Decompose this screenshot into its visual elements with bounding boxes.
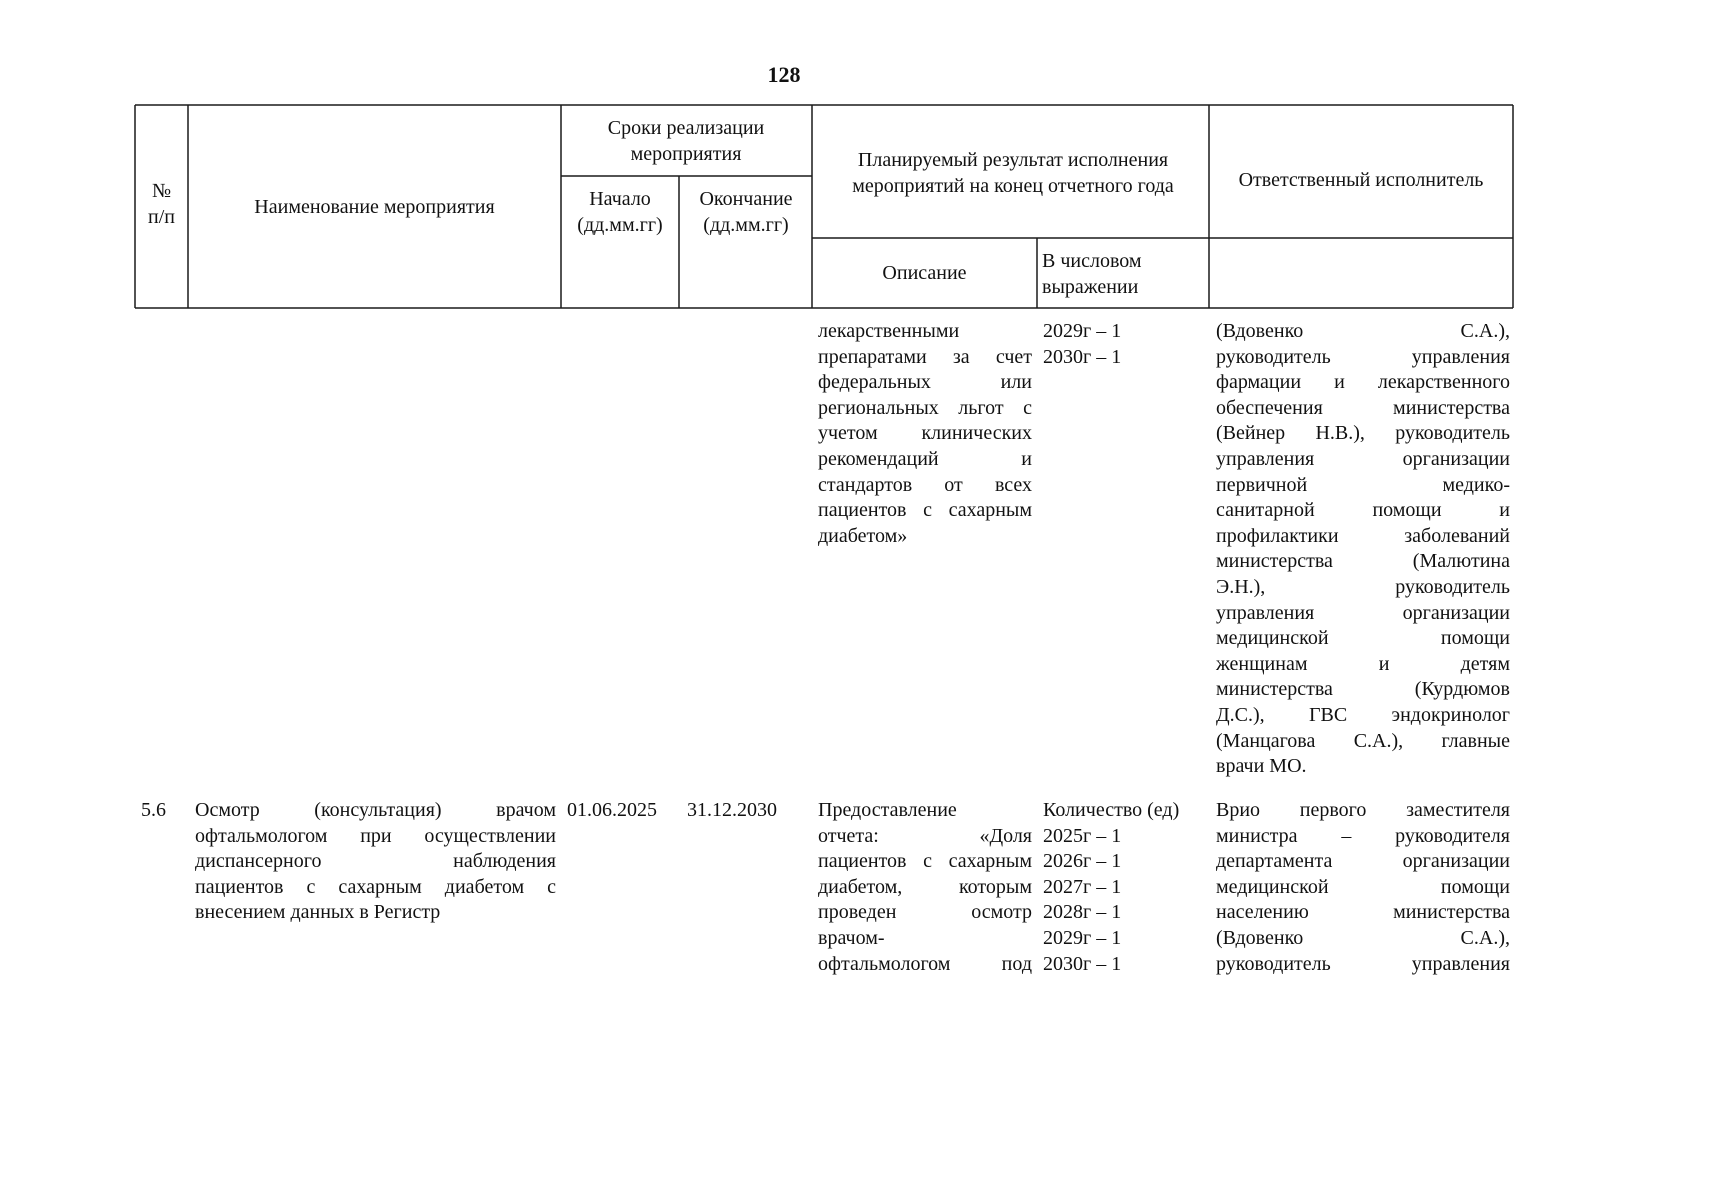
row1-description-line: лекарственными <box>818 320 960 342</box>
row2-description <box>818 798 1032 977</box>
row1-description <box>818 319 1032 549</box>
row1-responsible-line: руководитель управления <box>1216 345 1510 368</box>
row1-responsible <box>1216 319 1510 780</box>
row2-description-line: офтальмологом под <box>818 952 1032 975</box>
row1-responsible-line: врачи МО. <box>1216 755 1307 778</box>
row2-responsible-line: (Вдовенко С.А.), <box>1216 926 1510 949</box>
row2-name-line: диспансерного наблюдения <box>195 850 556 873</box>
row2-name-line: внесением данных в Регистр <box>195 901 441 924</box>
row2-responsible-line: медицинской помощи <box>1216 875 1510 898</box>
row2-responsible-line: населению министерства <box>1216 901 1510 924</box>
header-numeric: В числовом выражении <box>1042 250 1142 298</box>
row1-numeric-line: 2029г – 1 <box>1043 320 1122 342</box>
row1-responsible-line: санитарной помощи и <box>1216 499 1510 522</box>
row2-description-line: Предоставление <box>818 799 957 821</box>
row1-description-line: рекомендаций и <box>818 447 1032 470</box>
row1-responsible-line: обеспечения министерства <box>1216 396 1510 419</box>
row1-description-line: учетом клинических <box>818 422 1032 445</box>
row1-responsible-line: (Вдовенко С.А.), <box>1216 320 1510 342</box>
header-result: Планируемый результат исполнения мероприятий на конец отчетного года <box>852 149 1174 197</box>
row2-numeric-line: 2028г – 1 <box>1043 901 1122 924</box>
row1-responsible-line: (Вейнер Н.В.), руководитель <box>1216 422 1510 445</box>
row2-numeric <box>1043 798 1205 977</box>
row1-description-line: пациентов с сахарным <box>818 499 1032 522</box>
row1-description-line: федеральных или <box>818 371 1032 394</box>
row1-responsible-line: управления организации <box>1216 447 1510 470</box>
header-start: Начало (дд.мм.гг) <box>577 188 663 236</box>
header-number-pp: п/п <box>148 206 175 228</box>
row2-numeric-line: Количество (ед) <box>1043 799 1180 821</box>
row2-numeric-line: 2026г – 1 <box>1043 850 1122 873</box>
row1-responsible-line: Д.С.), ГВС эндокринолог <box>1216 703 1510 726</box>
row1-responsible-line: женщинам и детям <box>1216 652 1510 675</box>
row1-responsible-line: управления организации <box>1216 601 1510 624</box>
row2-name-line: пациентов с сахарным диабетом с <box>195 875 556 898</box>
row2-number: 5.6 <box>141 799 166 821</box>
page-number: 128 <box>767 62 801 87</box>
row2-start-date: 01.06.2025 <box>567 799 657 821</box>
row1-description-line: региональных льгот с <box>818 396 1032 419</box>
header-terms: Сроки реализации мероприятия <box>607 117 765 165</box>
row1-responsible-line: первичной медико- <box>1216 473 1510 496</box>
row2-responsible-line: министра – руководителя <box>1216 824 1510 847</box>
row2-description-line: пациентов с сахарным <box>818 850 1032 873</box>
row1-responsible-line: фармации и лекарственного <box>1216 371 1510 394</box>
row1-numeric <box>1043 319 1205 370</box>
header-description: Описание <box>882 262 967 284</box>
header-responsible: Ответственный исполнитель <box>1238 169 1484 191</box>
header-end: Окончание (дд.мм.гг) <box>699 188 793 236</box>
row1-responsible-line: министерства (Курдюмов <box>1216 678 1510 701</box>
row1-description-line: препаратами за счет <box>818 345 1032 368</box>
header-name: Наименование мероприятия <box>254 196 495 218</box>
row1-description-line: диабетом» <box>818 524 908 547</box>
row2-description-line: проведен осмотр <box>818 901 1032 924</box>
row2-responsible-line: департамента организации <box>1216 850 1510 873</box>
row2-numeric-line: 2029г – 1 <box>1043 926 1122 949</box>
row1-numeric-line: 2030г – 1 <box>1043 345 1122 368</box>
row2-numeric-line: 2030г – 1 <box>1043 952 1122 975</box>
row1-description-line: стандартов от всех <box>818 473 1032 496</box>
row2-description-line: диабетом, которым <box>818 875 1032 898</box>
row2-name <box>195 798 556 926</box>
row2-responsible-line: Врио первого заместителя <box>1216 799 1510 821</box>
row1-responsible-line: (Манцагова С.А.), главные <box>1216 729 1510 752</box>
header-number-sign: № <box>151 180 172 202</box>
header-number <box>135 178 188 230</box>
row1-responsible-line: профилактики заболеваний <box>1216 524 1510 547</box>
row1-responsible-line: Э.Н.), руководитель <box>1216 575 1510 598</box>
row1-responsible-line: министерства (Малютина <box>1216 550 1510 573</box>
row2-responsible-line: руководитель управления <box>1216 952 1510 975</box>
row2-end-date: 31.12.2030 <box>687 799 777 821</box>
row2-description-line: врачом- <box>818 926 885 949</box>
row2-description-line: отчета: «Доля <box>818 824 1032 847</box>
row2-responsible <box>1216 798 1510 977</box>
row2-name-line: Осмотр (консультация) врачом <box>195 799 556 821</box>
row2-numeric-line: 2025г – 1 <box>1043 824 1122 847</box>
row2-name-line: офтальмологом при осуществлении <box>195 824 556 847</box>
row1-responsible-line: медицинской помощи <box>1216 627 1510 650</box>
row2-numeric-line: 2027г – 1 <box>1043 875 1122 898</box>
